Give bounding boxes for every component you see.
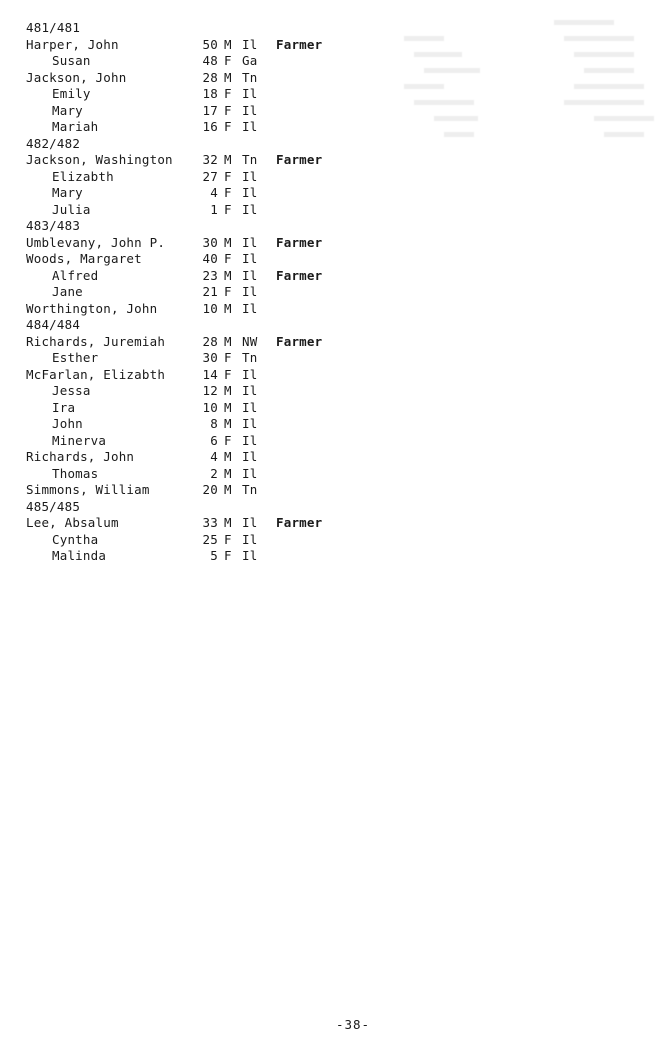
person-name: Ira [52,399,76,415]
person-birthplace: Il [242,465,258,481]
person-name: Elizabth [52,168,114,184]
person-sex: M [224,383,232,398]
person-sex: M [224,152,232,167]
person-birthplace: Il [242,201,258,217]
person-sex: M [224,234,232,250]
person-birthplace: Il [242,36,258,52]
person-birthplace: Il [242,548,258,563]
person-sex: F [224,168,232,184]
person-name: Harper, John [26,36,119,52]
person-occupation: Farmer [276,234,323,250]
person-sex: M [224,36,232,52]
person-age: 2 [210,465,218,481]
person-birthplace: Il [242,383,258,398]
person-age: 1 [210,201,218,217]
person-name: Julia [52,201,91,217]
person-name: Susan [52,53,91,68]
person-age: 6 [210,432,218,448]
person-name: Thomas [52,465,99,481]
person-age: 48 [202,53,218,68]
person-sex: F [224,53,232,68]
person-sex: F [224,366,232,382]
person-sex: M [224,267,232,283]
person-sex: M [224,333,232,349]
person-birthplace: Tn [242,482,258,497]
person-sex: M [224,515,232,530]
person-age: 40 [202,251,218,266]
person-birthplace: Tn [242,69,258,85]
person-age: 4 [210,185,218,200]
person-age: 10 [202,399,218,415]
person-sex: M [224,300,232,316]
person-sex: M [224,482,232,497]
person-birthplace: Il [242,251,258,266]
person-age: 30 [202,350,218,365]
person-name: Cyntha [52,531,99,547]
person-birthplace: Il [242,86,258,101]
person-name: Worthington, John [26,300,158,316]
show-through-marks [404,14,656,184]
person-sex: F [224,531,232,547]
person-age: 10 [202,300,218,316]
person-name: Jackson, John [26,69,127,85]
person-age: 50 [202,36,218,52]
person-age: 17 [202,102,218,118]
person-sex: F [224,350,232,365]
person-sex: M [224,449,232,464]
person-name: Mariah [52,119,99,134]
person-birthplace: Il [242,168,258,184]
person-age: 8 [210,416,218,431]
page-number: -38- [335,1017,371,1032]
person-age: 33 [202,515,218,530]
person-birthplace: Il [242,416,258,431]
person-birthplace: NW [242,333,258,349]
person-sex: M [224,465,232,481]
person-sex: M [224,69,232,85]
person-birthplace: Tn [242,152,258,167]
person-birthplace: Il [242,432,258,448]
person-occupation: Farmer [276,152,323,167]
person-sex: M [224,416,232,431]
person-name: Richards, Juremiah [26,333,166,349]
person-age: 21 [202,284,218,299]
person-name: Richards, John [26,449,135,464]
person-name: McFarlan, Elizabth [26,366,166,382]
person-occupation: Farmer [276,515,323,530]
person-birthplace: Il [242,102,258,118]
person-sex: F [224,284,232,299]
person-name: Jane [52,284,83,299]
person-birthplace: Il [242,119,258,134]
person-birthplace: Il [242,449,258,464]
household-number-label: 481/481 [26,20,81,35]
person-name: Jessa [52,383,91,398]
person-sex: F [224,185,232,200]
person-name: Minerva [52,432,107,448]
person-birthplace: Tn [242,350,258,365]
person-age: 27 [202,168,218,184]
person-birthplace: Il [242,185,258,200]
person-occupation: Farmer [276,333,323,349]
household-number-label: 485/485 [26,498,81,514]
person-name: Simmons, William [26,482,150,497]
person-age: 23 [202,267,218,283]
person-birthplace: Il [242,515,258,530]
person-sex: F [224,432,232,448]
person-age: 4 [210,449,218,464]
person-age: 18 [202,86,218,101]
person-name: Alfred [52,267,99,283]
person-sex: F [224,251,232,266]
person-birthplace: Ga [242,53,258,68]
person-age: 32 [202,152,218,167]
household-number-label: 483/483 [26,218,81,233]
household-number-label: 482/482 [26,135,81,151]
person-name: Jackson, Washington [26,152,173,167]
person-name: Emily [52,86,91,101]
person-name: John [52,416,83,431]
person-occupation: Farmer [276,36,323,52]
person-birthplace: Il [242,267,258,283]
person-name: Mary [52,102,83,118]
show-through-from-reverse [380,0,650,170]
person-sex: F [224,102,232,118]
person-age: 28 [202,69,218,85]
person-sex: F [224,119,232,134]
person-sex: F [224,201,232,217]
person-age: 25 [202,531,218,547]
person-age: 12 [202,383,218,398]
household-number-label: 484/484 [26,317,81,332]
person-name: Woods, Margaret [26,251,142,266]
person-age: 28 [202,333,218,349]
person-sex: M [224,399,232,415]
person-name: Mary [52,185,83,200]
person-name: Esther [52,350,99,365]
person-birthplace: Il [242,531,258,547]
person-name: Umblevany, John P. [26,234,166,250]
person-birthplace: Il [242,366,258,382]
person-age: 20 [202,482,218,497]
person-birthplace: Il [242,399,258,415]
person-age: 5 [210,548,218,563]
person-sex: F [224,548,232,563]
person-age: 30 [202,234,218,250]
person-name: Lee, Absalum [26,515,119,530]
person-birthplace: Il [242,284,258,299]
person-occupation: Farmer [276,267,323,283]
person-age: 16 [202,119,218,134]
person-birthplace: Il [242,234,258,250]
person-birthplace: Il [242,300,258,316]
person-sex: F [224,86,232,101]
person-age: 14 [202,366,218,382]
person-name: Malinda [52,548,107,563]
